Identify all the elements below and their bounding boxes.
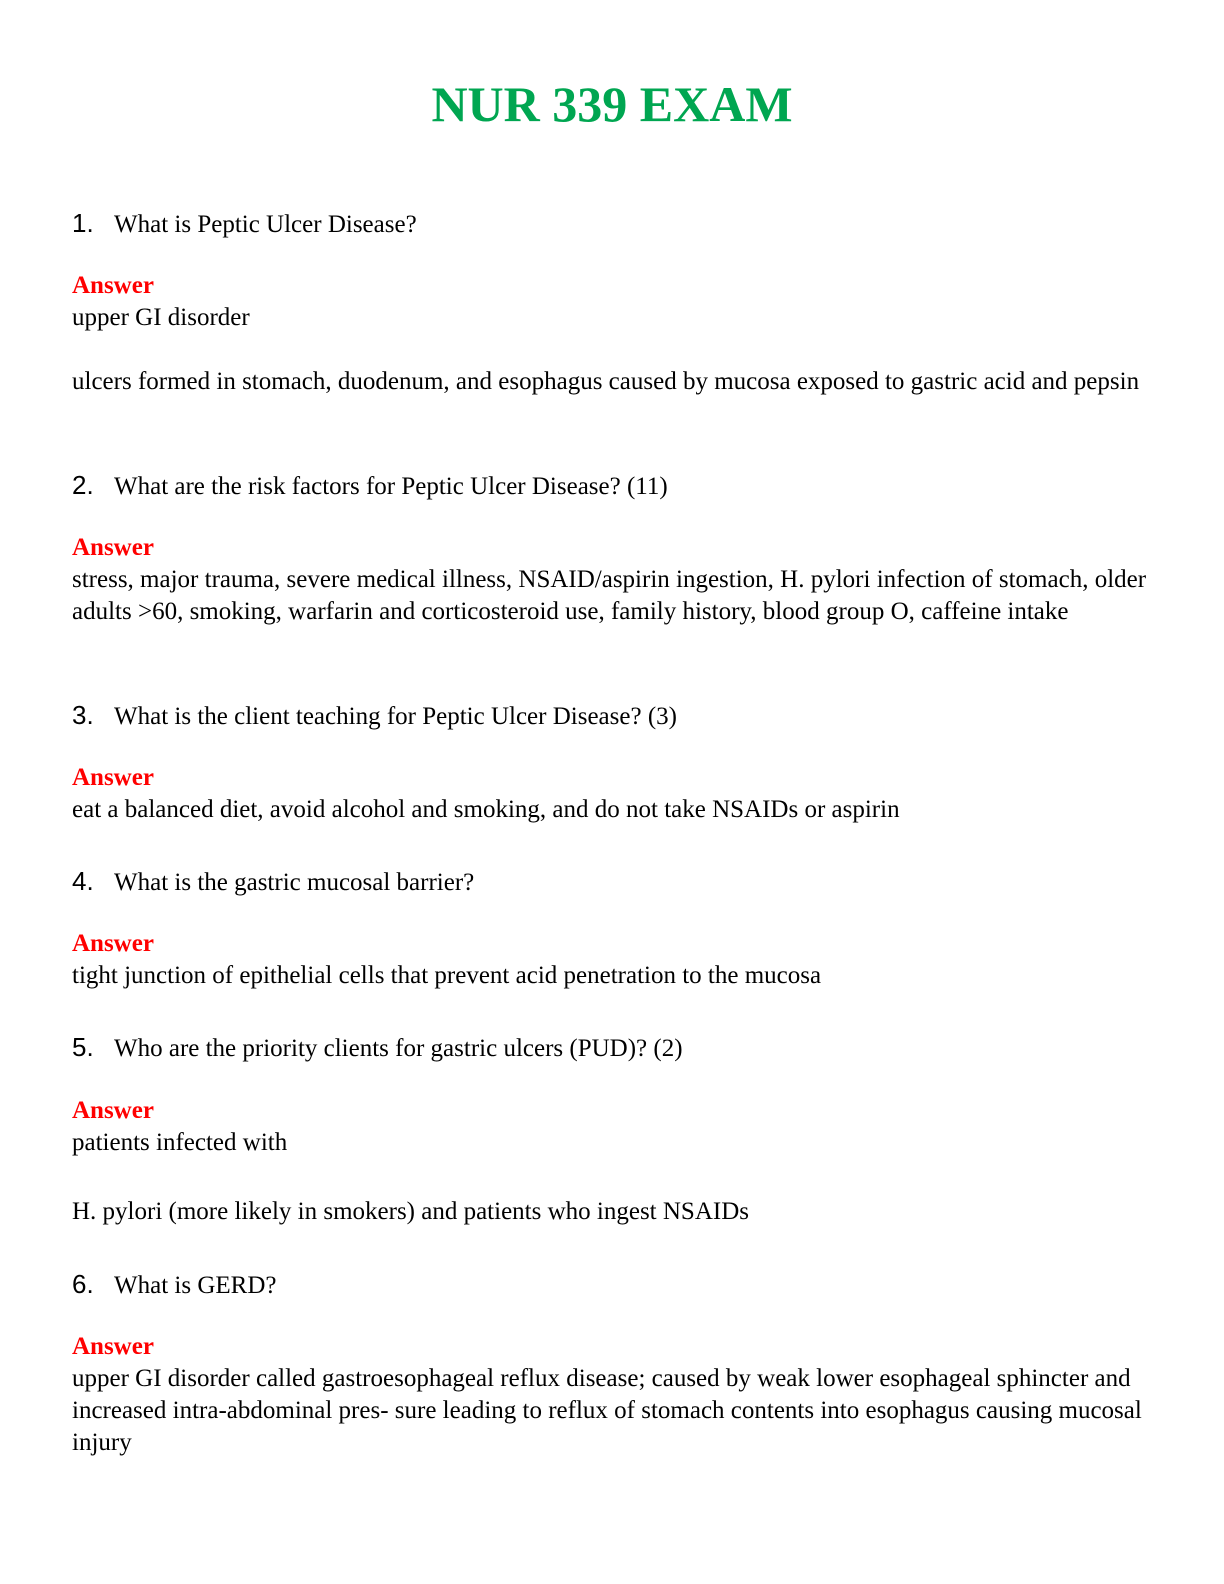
question-6 [72, 1268, 276, 1302]
question-1 [72, 207, 417, 241]
answer-6 [72, 1363, 1152, 1459]
question-text: What is the gastric mucosal barrier? [114, 869, 475, 896]
question-4 [72, 865, 474, 899]
answer-paragraph: ulcers formed in stomach, duodenum, and esophagus caused by mucosa exposed to gastric acid and pepsin [72, 368, 1140, 395]
question-text: What is GERD? [114, 1272, 277, 1299]
question-text: Who are the priority clients for gastric ulcers (PUD)? (2) [114, 1035, 683, 1062]
question-number: 1. [72, 208, 94, 238]
question-text: What are the risk factors for Peptic Ulcer Disease? (11) [114, 473, 668, 500]
answer-paragraph: stress, major trauma, severe medical illness, NSAID/aspirin ingestion, H. pylori infection of stomach, older adults >60, smoking, warfarin and corticosteroid use, family history, blood group O, caffeine intake [72, 566, 1147, 625]
page-title: NUR 339 EXAM [431, 76, 793, 132]
answer-label: Answer [72, 1333, 154, 1360]
question-3 [72, 699, 677, 733]
answer-paragraph: upper GI disorder [72, 304, 250, 331]
question-number: 3. [72, 700, 94, 730]
answer-label: Answer [72, 764, 154, 791]
answer-label: Answer [72, 930, 154, 957]
question-number: 6. [72, 1269, 94, 1299]
answer-4 [72, 960, 1152, 992]
question-number: 4. [72, 866, 94, 896]
answer-3 [72, 794, 1152, 826]
question-text: What is the client teaching for Peptic Ulcer Disease? (3) [114, 703, 677, 730]
answer-paragraph: patients infected with [72, 1129, 288, 1156]
answer-5 [72, 1127, 1152, 1228]
question-text: What is Peptic Ulcer Disease? [114, 211, 417, 238]
answer-label: Answer [72, 534, 154, 561]
answer-paragraph: H. pylori (more likely in smokers) and patients who ingest NSAIDs [72, 1198, 749, 1225]
question-number: 2. [72, 470, 94, 500]
question-5 [72, 1031, 683, 1065]
answer-label: Answer [72, 272, 154, 299]
answer-paragraph: tight junction of epithelial cells that prevent acid penetration to the mucosa [72, 962, 822, 989]
answer-paragraph: eat a balanced diet, avoid alcohol and smoking, and do not take NSAIDs or aspirin [72, 796, 900, 823]
answer-1 [72, 302, 1152, 398]
answer-label: Answer [72, 1097, 154, 1124]
answer-paragraph: upper GI disorder called gastroesophageal reflux disease; caused by weak lower esophageal sphincter and increased intra-abdominal pres- sure leading to reflux of stomach contents into esophagus causing mucosal injury [72, 1365, 1142, 1456]
answer-2 [72, 564, 1152, 628]
question-2 [72, 469, 668, 503]
question-number: 5. [72, 1032, 94, 1062]
